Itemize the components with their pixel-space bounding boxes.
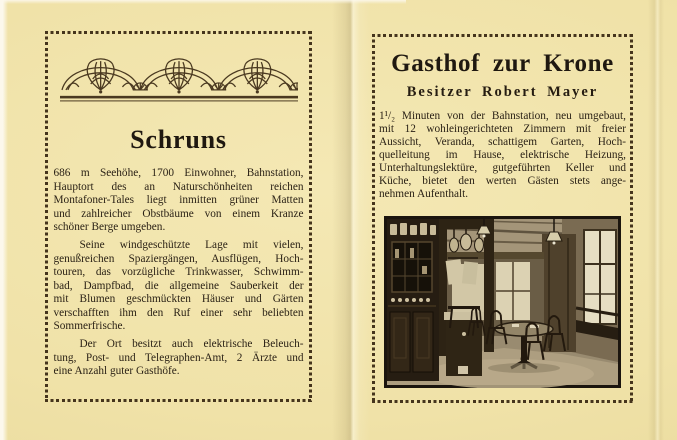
text-line: mit Blumen geschmückten Häuser und Gärten (53, 293, 304, 305)
scan-left-edge (0, 0, 8, 440)
text-line: nehmen Aufenthalt. (379, 188, 469, 200)
text-line: Sommerfrische. (53, 320, 126, 332)
dining-room-photo (384, 216, 621, 388)
text-line: quelleitung im Hause, elektrische Heizung, (379, 149, 626, 161)
left-page-title: Schruns (130, 125, 227, 154)
text-line: touren, das vorzügliche Trinkwasser, Schwimm- (53, 266, 304, 278)
page-border (45, 399, 312, 402)
text-line: Montafoner-Tales liegt inmitten grüner Matten (53, 194, 304, 206)
text-line: bad, Dampfbad, die allgemeine Sauberkeit der (53, 279, 304, 292)
text-line: Seine windgeschützte Lage mit vielen, (79, 239, 304, 251)
text-line: 1¹/₂ Minuten von der Bahnstation, neu umgebaut, (379, 110, 626, 122)
text-line: mit 12 wohleingerichteten Zimmern mit freier (379, 123, 626, 135)
page-border (372, 34, 375, 403)
text-line: und zahlreicher Obstbäume von einem Kranze (53, 207, 304, 220)
paragraph-hotel (379, 110, 626, 201)
hotel-owner-subtitle: Besitzer Robert Mayer (406, 84, 599, 100)
page-border (45, 31, 312, 34)
text-line: Unterhaltungslektüre, gutgeführten Keller und (379, 162, 626, 174)
text-line: tung, Post- und Telegraphen-Amt, 2 Ärzte und (53, 351, 304, 364)
text-line: Der Ort besitzt auch elektrische Beleuch- (79, 338, 304, 350)
hotel-description-text (379, 110, 626, 201)
left-page (45, 31, 312, 402)
page-border (309, 31, 312, 402)
paragraph-town-facts (54, 167, 304, 235)
text-line: 686 m Seehöhe, 1700 Einwohner, Bahnstation, (53, 167, 304, 179)
right-paper-crease (648, 0, 664, 440)
text-line: Küche, bietet den werten Gästen stets ange- (379, 175, 626, 187)
paragraph-summer-resort (54, 239, 304, 334)
text-line: Hauptort des an Naturschönheiten reichen (53, 180, 304, 193)
page-border (45, 31, 48, 402)
page-border (630, 34, 633, 403)
art-nouveau-frieze-ornament (60, 52, 298, 104)
text-line: genußreichen Spaziergängen, Ausflügen, Hoch- (53, 252, 304, 265)
left-page-text (54, 167, 304, 379)
page-border (372, 34, 633, 37)
text-line: verschafften ihm den Ruf einer sehr beliebten (53, 306, 304, 319)
hotel-title: Gasthof zur Krone (391, 50, 614, 77)
text-line: eine Anzahl guter Gasthöfe. (53, 365, 180, 377)
paragraph-amenities (54, 338, 304, 379)
right-page (372, 34, 633, 403)
text-line: Aussicht, Veranda, schattigem Garten, Hoch- (379, 136, 626, 148)
center-fold-crease (332, 0, 370, 440)
text-line: schöner Berge umgeben. (53, 221, 166, 233)
scan-top-edge (0, 0, 406, 4)
page-border (372, 400, 633, 403)
